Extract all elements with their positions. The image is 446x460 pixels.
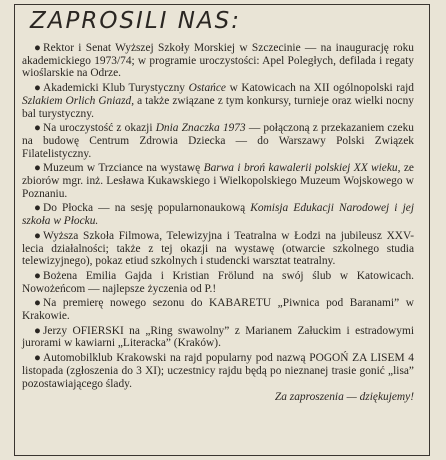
bullet-icon: ● <box>34 162 41 175</box>
entry-text: w Katowicach na XII ogólnopolski rajd <box>225 82 415 95</box>
bullet-icon: ● <box>34 82 41 95</box>
entry-text: — połączoną z przekazaniem czeku na budowę Centrum Zdrowia Dziecka — do Warszawy Polski Związek Filatelistyczny. <box>22 122 414 160</box>
bullet-icon: ● <box>34 269 41 282</box>
entry-text-italic: Dnia Znaczka 1973 <box>155 122 246 135</box>
entry-text: Do Płocka — na sesję popularnonaukową <box>43 202 251 215</box>
entry-text-italic: Barwa i broń kawalerii polskiej XX wieku <box>203 162 398 175</box>
entry-text: Na uroczystość z okazji <box>43 122 156 135</box>
invitation-entry <box>22 122 414 160</box>
entry-text: Akademicki Klub Turystyczny <box>43 82 189 95</box>
bullet-icon: ● <box>34 324 41 337</box>
invitation-entry <box>22 352 414 390</box>
entry-text: Wyższa Szkoła Filmowa, Telewizyjna i Teatralna w Łodzi na jubileusz XXV-lecia działalności; także z tej okazji na wystawę (otwarcie szkolnego studia telewizyjnego), pokaz etiud szkolnych i studencki warsztat teatralny. <box>22 229 414 268</box>
bullet-icon: ● <box>34 42 41 54</box>
entry-text-italic: Komisja Edukacji Narodowej i jej szkoła w Płocku. <box>22 202 414 228</box>
article-title: ZAPROSILI NAS: <box>30 8 242 34</box>
invitation-entry <box>22 230 414 268</box>
invitation-entry <box>22 270 414 295</box>
entry-text: Jerzy OFIERSKI na „Ring swawolny” z Marianem Załuckim i estradowymi jurorami w kawiarni „Literacka” (Kraków). <box>22 324 414 350</box>
entry-text: , ze zbiorów mgr. inż. Lesława Kukawskiego i Wielkopolskiego Muzeum Wojskowego w Poznaniu. <box>22 162 414 200</box>
bullet-icon: ● <box>34 352 41 365</box>
entry-text: Na premierę nowego sezonu do KABARETU „Piwnica pod Baranami” w Krakowie. <box>22 297 414 323</box>
entry-text: Muzeum w Trzciance na wystawę <box>43 162 204 175</box>
entry-text: Automobilklub Krakowski na rajd popularny pod nazwą POGOŃ ZA LISEM 4 listopada (zgłoszenia do 3 XI); uczestnicy rajdu będą po nieznanej trasie gonić „lisa” pozostawiającego ślady. <box>22 352 414 390</box>
bullet-icon: ● <box>34 229 41 242</box>
article-body <box>22 42 414 404</box>
entry-text-italic: Ostańce <box>188 82 226 95</box>
invitation-entry <box>22 82 414 120</box>
closing-signature: Za zaproszenia — dziękujemy! <box>274 391 414 404</box>
invitation-entry <box>22 202 414 227</box>
invitation-entry <box>22 162 414 200</box>
bullet-icon: ● <box>34 297 41 310</box>
invitation-entry <box>22 325 414 350</box>
bullet-icon: ● <box>34 202 41 215</box>
entry-text-italic: Szlakiem Orlich Gniazd <box>22 94 132 107</box>
entry-text: Bożena Emilia Gajda i Kristian Frölund na swój ślub w Katowicach. Nowożeńcom — najlepsze życzenia od P.! <box>22 269 414 295</box>
invitation-entry <box>22 297 414 322</box>
bullet-icon: ● <box>34 122 41 135</box>
entry-text: Rektor i Senat Wyższej Szkoły Morskiej w Szczecinie — na inaugurację roku akademickiego 1973/74; w programie uroczystości: Apel Poległych, defilada i regaty wioślarskie na Odrze. <box>22 42 414 80</box>
invitation-entry <box>22 42 414 80</box>
entry-text: , a także związane z tym konkursy, turnieje oraz wielki nocny bal turystyczny. <box>22 94 415 120</box>
